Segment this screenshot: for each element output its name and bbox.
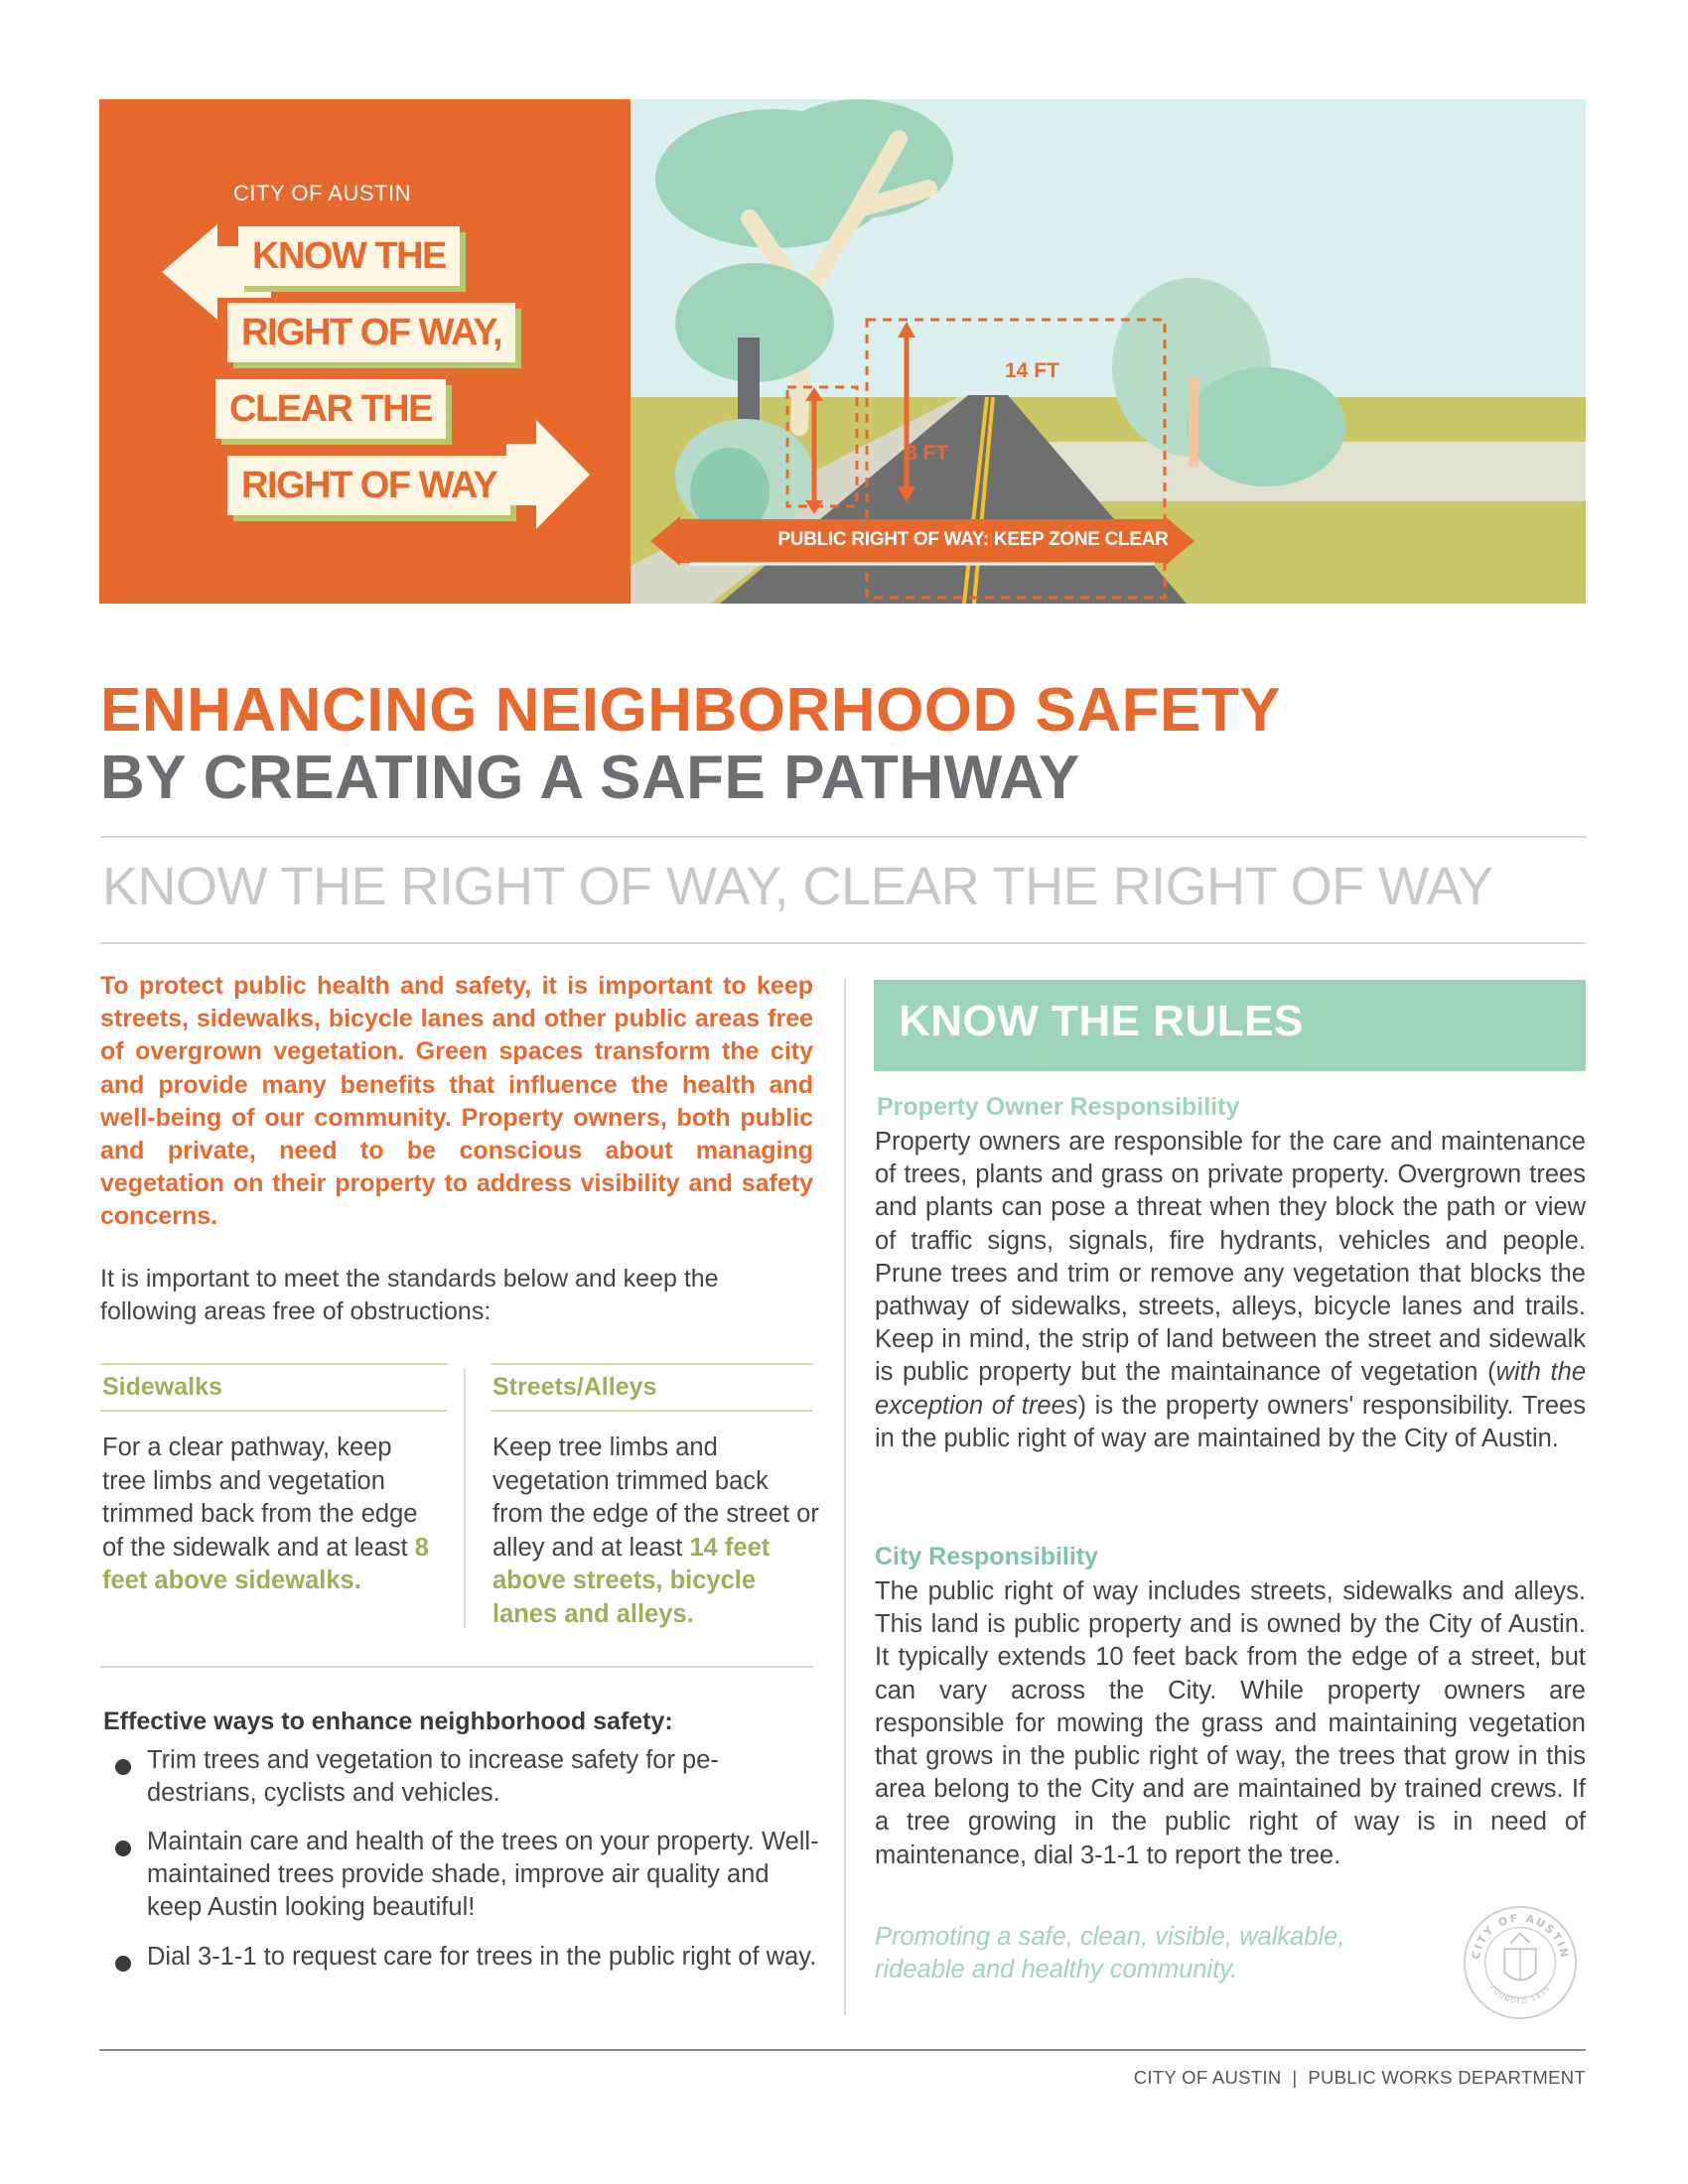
- tagline-divider: [100, 942, 1586, 944]
- slogan-line-4: RIGHT OF WAY: [227, 456, 510, 515]
- rules-title: KNOW THE RULES: [899, 997, 1304, 1045]
- bullet-item-3: Dial 3-1-1 to request care for trees in the public right of way.: [147, 1943, 817, 1971]
- owner-text-italic: with the exception of trees: [875, 1358, 1586, 1420]
- streets-text: [492, 1432, 820, 1631]
- hero-banner: [99, 99, 1586, 604]
- city-responsibility-text: The public right of way includes streets, sidewalks and alleys. This land is public property and is owned by the City of Austin. It typically extends 10 feet back from the edge of a street, but can vary across the City. While property owners are responsible for mowing the grass and maintaining vegetation that grows in the public right of way, the trees that grow in this area belong to the City and are maintained by trained crews. If a tree growing in the public right of way is in need of maintenance, dial 3-1-1 to report the tree.: [875, 1577, 1586, 1869]
- road-zone-label: PUBLIC RIGHT OF WAY: KEEP ZONE CLEAR: [777, 529, 1169, 550]
- bullet-item-1: Trim trees and vegetation to increase safety for pe-destrians, cyclists and vehicles.: [147, 1746, 719, 1807]
- owner-responsibility-heading: Property Owner Responsibility: [877, 1093, 1240, 1121]
- page-subtitle: BY CREATING A SAFE PATHWAY: [100, 744, 1080, 812]
- banner-orange-panel: [99, 99, 631, 604]
- svg-text:FOUNDED 1839: FOUNDED 1839: [1487, 1983, 1553, 2006]
- column-split-rule: [464, 1368, 466, 1628]
- sidewalks-bottom-rule: [100, 1410, 448, 1412]
- sidewalks-body: For a clear pathway, keep tree limbs and vegetation trimmed back from the edge of the sidewalk and at least: [102, 1433, 418, 1562]
- sidewalks-highlight: 8 feet above sidewalks.: [102, 1533, 429, 1594]
- city-seal-icon: [1462, 1904, 1579, 2021]
- title-divider: [100, 836, 1586, 838]
- sidewalks-text: [102, 1432, 440, 1598]
- effective-ways-heading: Effective ways to enhance neighborhood safety:: [103, 1707, 673, 1735]
- main-column-divider: [844, 978, 846, 2015]
- footer-rule: [99, 2049, 1586, 2051]
- page-title: ENHANCING NEIGHBORHOOD SAFETY: [100, 676, 1282, 745]
- height-8ft-label: 8 FT: [906, 442, 949, 465]
- right-arrow-icon: [506, 420, 590, 529]
- road-illustration: [631, 99, 1586, 604]
- effective-divider: [100, 1666, 813, 1668]
- streets-body: Keep tree limbs and vegetation trimmed back from the edge of the street or alley and at least: [492, 1433, 819, 1562]
- slogan-line-1: KNOW THE: [238, 226, 460, 286]
- owner-text-part-1: Property owners are responsible for the care and maintenance of trees, plants and grass on private property. Overgrown trees and plants can pose a threat when they block the path or view of traffic signs, signals, fire hydrants, vehicles and people. Prune trees and trim or remove any vegetation that blocks the pathway of sidewalks, streets, alleys, bicycle lanes and trails. Keep in mind, the strip of land between the street and sidewalk is public property but the maintainance of vegetation (: [875, 1128, 1586, 1387]
- slogan-line-2: RIGHT OF WAY,: [227, 303, 515, 362]
- height-14ft-label: 14 FT: [1005, 359, 1059, 382]
- slogan-line-3: CLEAR THE: [215, 379, 446, 439]
- bullet-dot-2: [115, 1841, 131, 1856]
- promo-tagline: Promoting a safe, clean, visible, walkable, rideable and healthy community.: [875, 1923, 1345, 1983]
- sidewalks-heading: Sidewalks: [102, 1373, 222, 1401]
- owner-responsibility-text: [875, 1126, 1586, 1455]
- tagline: KNOW THE RIGHT OF WAY, CLEAR THE RIGHT OF WAY: [102, 857, 1493, 916]
- bullet-item-2: Maintain care and health of the trees on your property. Well-maintained trees provide shade, improve air quality and keep Austin looking beautiful!: [147, 1828, 819, 1921]
- sidewalks-top-rule: [100, 1363, 448, 1365]
- bullet-dot-1: [115, 1759, 131, 1775]
- svg-text:CITY OF AUSTIN: CITY OF AUSTIN: [1469, 1911, 1572, 1961]
- owner-text-part-2: ) is the property owners' responsibility. Trees in the public right of way are maintained by the City of Austin.: [875, 1391, 1586, 1452]
- standards-paragraph: It is important to meet the standards below and keep the following areas free of obstructions:: [100, 1265, 719, 1325]
- streets-heading: Streets/Alleys: [492, 1373, 657, 1401]
- streets-top-rule: [491, 1363, 813, 1365]
- footer-department: CITY OF AUSTIN | PUBLIC WORKS DEPARTMENT: [1133, 2067, 1586, 2088]
- bullet-dot-3: [115, 1956, 131, 1972]
- city-responsibility-heading: City Responsibility: [875, 1543, 1099, 1570]
- streets-highlight: 14 feet above streets, bicycle lanes and alleys.: [492, 1533, 771, 1628]
- streets-bottom-rule: [491, 1410, 813, 1412]
- banner-city-label: CITY OF AUSTIN: [233, 181, 411, 205]
- intro-paragraph: To protect public health and safety, it is important to keep streets, sidewalks, bicycle lanes and other public areas free of overgrown vegetation. Green spaces transform the city and provide many benefits that influence the health and well-being of our community. Property owners, both public and private, need to be conscious about managing vegetation on their property to address visibility and safety concerns.: [100, 972, 813, 1231]
